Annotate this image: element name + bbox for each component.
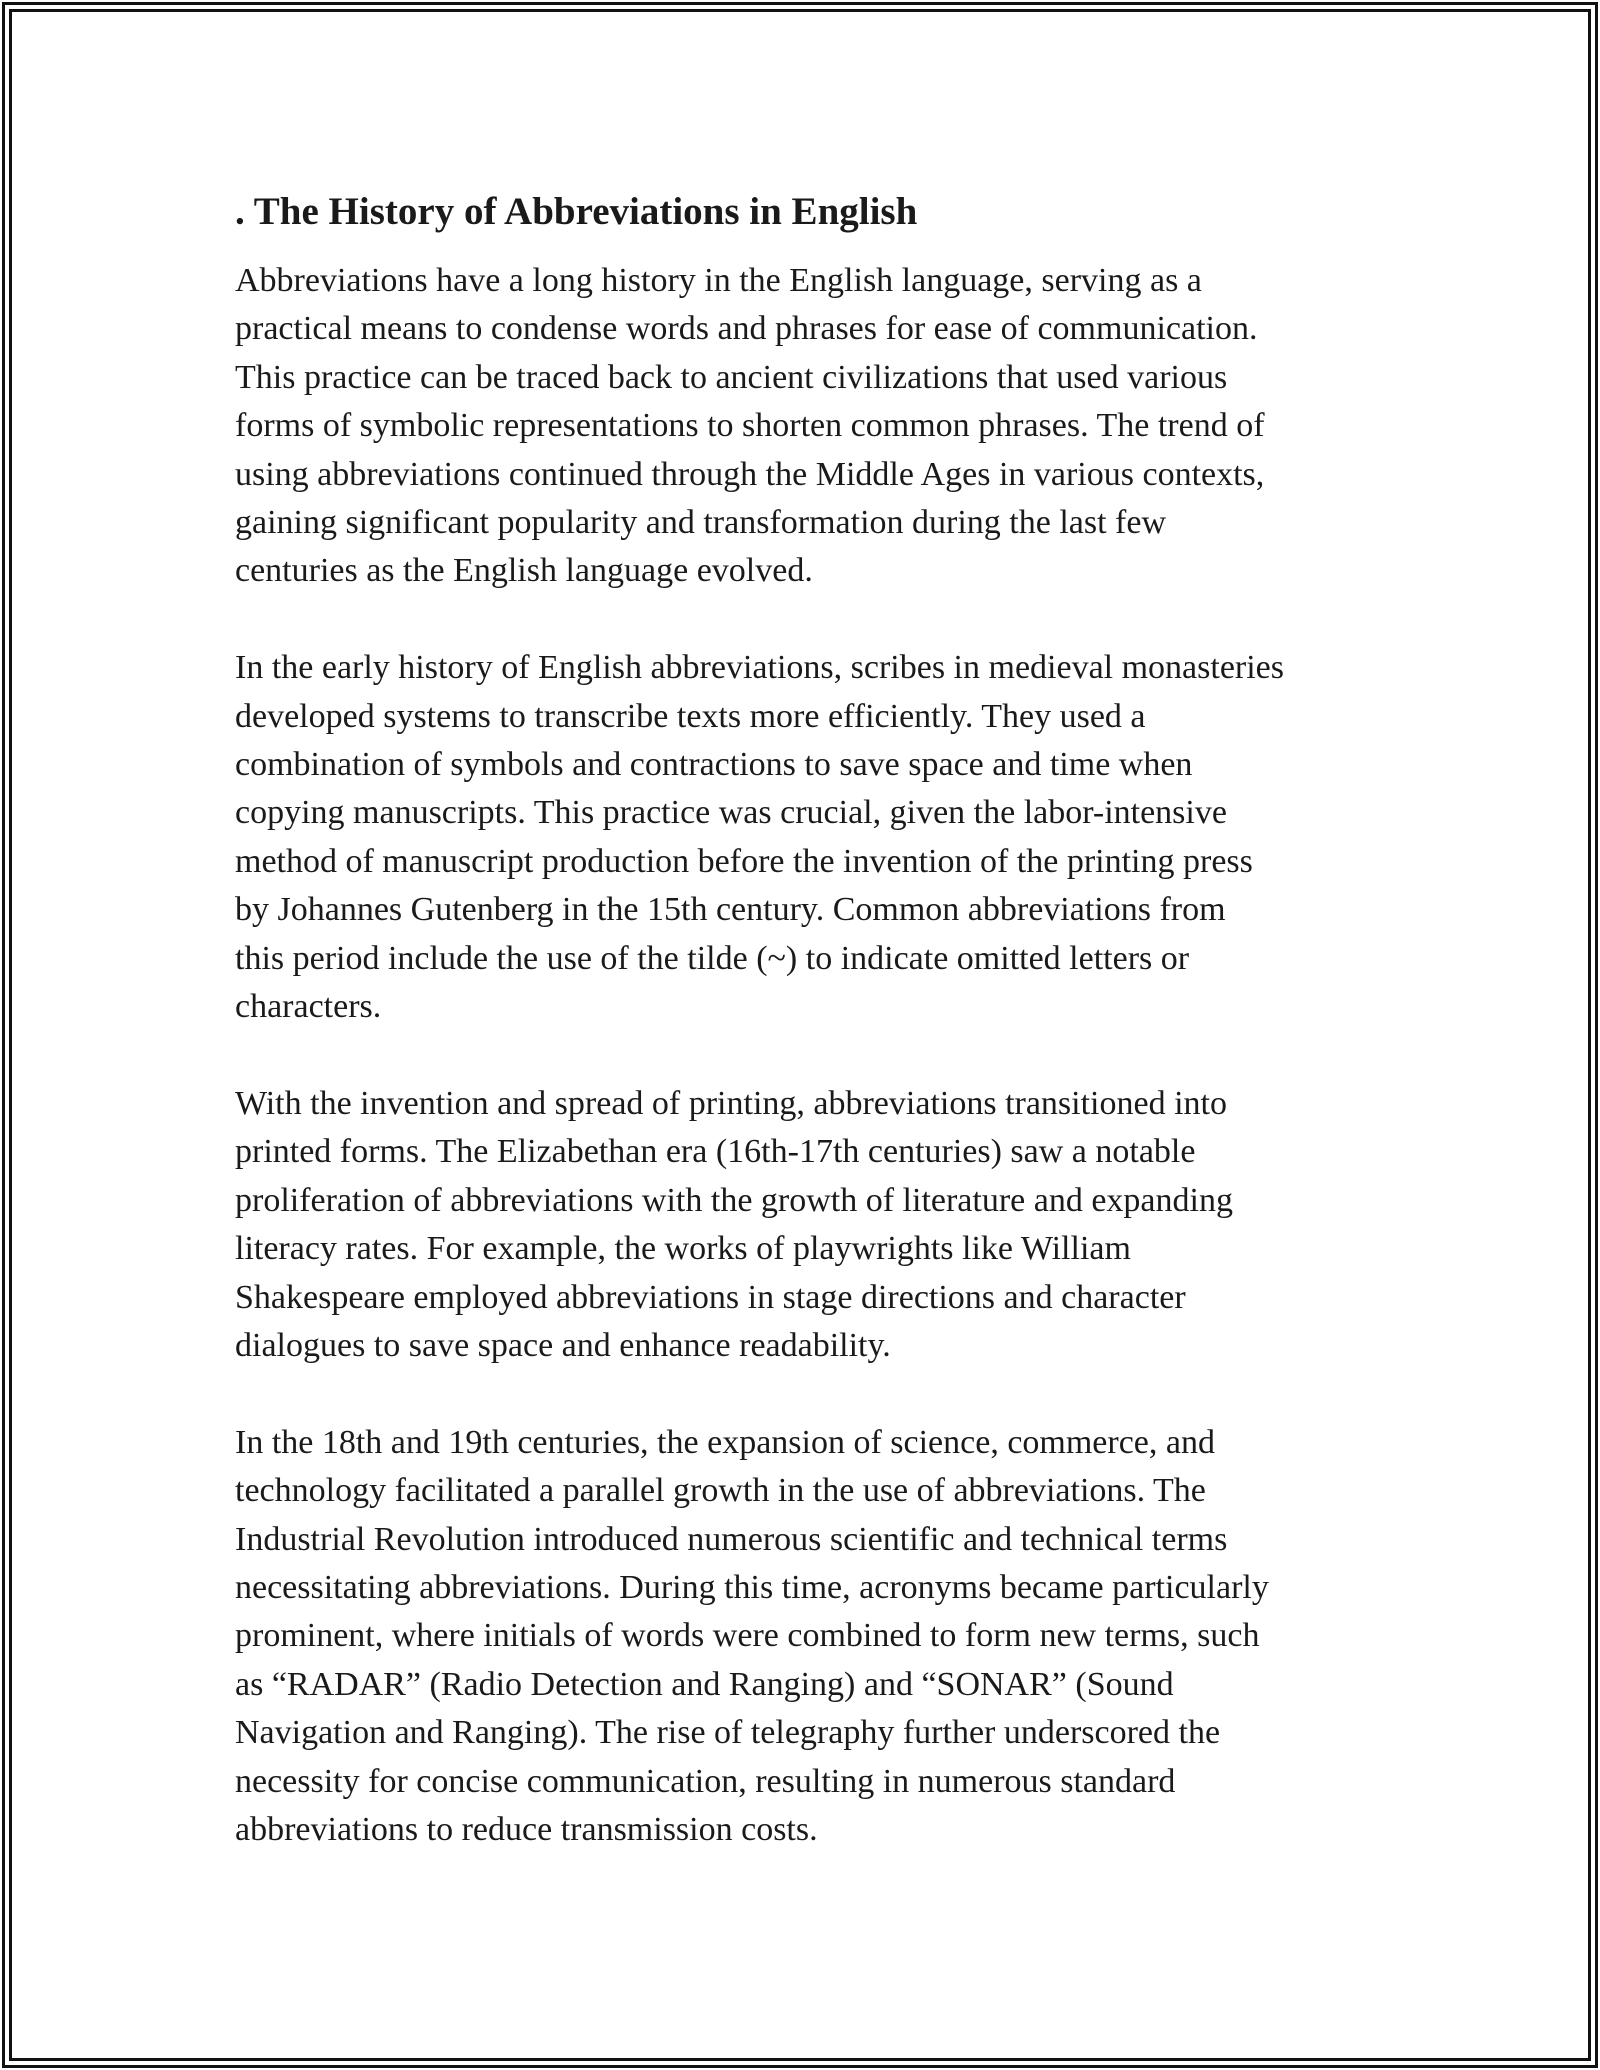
section-heading: . The History of Abbreviations in English [235, 190, 918, 233]
body-paragraph [235, 644, 1385, 1031]
document-body [235, 186, 1385, 1903]
paragraph-line: Navigation and Ranging). The rise of telegraphy further underscored the [235, 1714, 1221, 1752]
paragraph-line: copying manuscripts. This practice was crucial, given the labor-intensive [235, 794, 1227, 832]
paragraph-line: With the invention and spread of printing, abbreviations transitioned into [235, 1084, 1227, 1122]
body-paragraph [235, 257, 1385, 596]
paragraph-line: using abbreviations continued through the Middle Ages in various contexts, [235, 455, 1265, 493]
paragraph-line: as “RADAR” (Radio Detection and Ranging) and “SONAR” (Sound [235, 1665, 1174, 1703]
paragraph-line: forms of symbolic representations to shorten common phrases. The trend of [235, 407, 1265, 445]
paragraph-line: dialogues to save space and enhance readability. [235, 1326, 891, 1364]
paragraph-line: centuries as the English language evolved. [235, 552, 813, 590]
paragraph-line: method of manuscript production before the invention of the printing press [235, 842, 1253, 880]
paragraph-line: In the 18th and 19th centuries, the expansion of science, commerce, and [235, 1423, 1215, 1461]
paragraph-line: Industrial Revolution introduced numerous scientific and technical terms [235, 1520, 1228, 1558]
paragraph-line: this period include the use of the tilde (~) to indicate omitted letters or [235, 939, 1190, 977]
paragraph-line: printed forms. The Elizabethan era (16th-17th centuries) saw a notable [235, 1133, 1196, 1171]
paragraph-line: prominent, where initials of words were combined to form new terms, such [235, 1617, 1260, 1655]
paragraph-line: technology facilitated a parallel growth in the use of abbreviations. The [235, 1472, 1206, 1510]
paragraph-line: necessity for concise communication, resulting in numerous standard [235, 1762, 1176, 1800]
paragraph-line: combination of symbols and contractions to save space and time when [235, 746, 1193, 784]
paragraph-line: practical means to condense words and phrases for ease of communication. [235, 310, 1258, 348]
paragraph-line: characters. [235, 988, 382, 1026]
paragraph-line: literacy rates. For example, the works of playwrights like William [235, 1230, 1131, 1268]
paragraph-line: In the early history of English abbreviations, scribes in medieval monasteries [235, 649, 1285, 687]
paragraph-line: abbreviations to reduce transmission costs. [235, 1810, 818, 1848]
paragraph-line: Shakespeare employed abbreviations in stage directions and character [235, 1278, 1186, 1316]
paragraph-line: developed systems to transcribe texts more efficiently. They used a [235, 697, 1146, 735]
paragraph-line: by Johannes Gutenberg in the 15th century. Common abbreviations from [235, 891, 1226, 929]
paragraph-line: This practice can be traced back to ancient civilizations that used various [235, 358, 1228, 396]
paragraph-line: necessitating abbreviations. During this time, acronyms became particularly [235, 1568, 1269, 1606]
paragraph-line: proliferation of abbreviations with the growth of literature and expanding [235, 1181, 1233, 1219]
body-paragraph [235, 1419, 1385, 1855]
body-paragraph [235, 1080, 1385, 1370]
paragraph-line: gaining significant popularity and transformation during the last few [235, 504, 1166, 542]
paragraph-line: Abbreviations have a long history in the English language, serving as a [235, 262, 1202, 299]
paragraph-list [235, 257, 1385, 1854]
